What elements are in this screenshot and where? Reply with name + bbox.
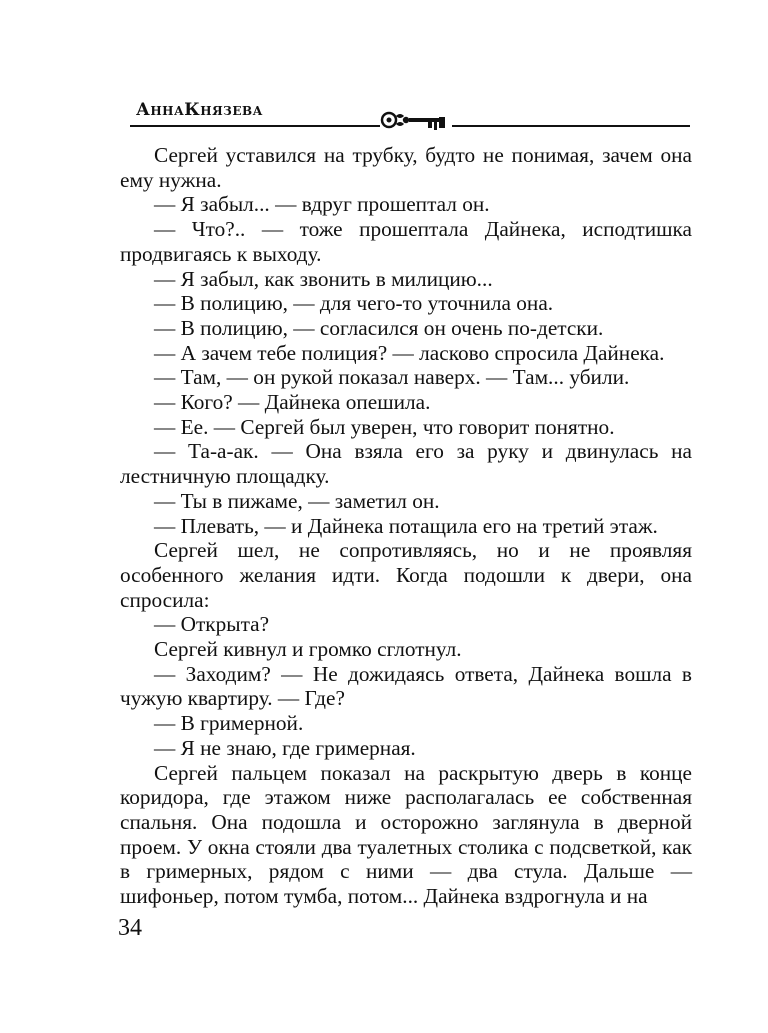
running-header [130,96,690,136]
paragraph: — В гримерной. [154,711,304,736]
paragraph: — В полицию, — для чего-то уточнила она. [154,291,554,316]
page-number: 34 [118,915,142,941]
paragraph: Сергей пальцем показал на раскрытую дверь в конце коридора, где этажом ниже располагалась ее собственная спальня. Она подошла и осторожно заглянула в дверной проем. У окна стояли два туалетных столика с подсветкой, как в гримерных, рядом с ними — два стула. Дальше — шифоньер, потом тумба, потом... Дайнека вздрогнула и на [120,760,692,909]
paragraph: — А зачем тебе полиция? — ласково спросила Дайнека. [154,340,665,365]
paragraph: — Кого? — Дайнека опешила. [154,390,431,415]
paragraph: — В полицию, — согласился он очень по-детски. [154,315,604,340]
paragraph: — Ты в пижаме, — заметил он. [154,488,440,513]
paragraph: — Открыта? [154,612,270,637]
author-name: АннаКнязева [136,100,263,120]
paragraph: — Я забыл... — вдруг прошептал он. [154,192,490,217]
paragraph: — Я не знаю, где гримерная. [154,735,416,760]
paragraph: Сергей шел, не сопротивляясь, но и не проявляя особенного желания идти. Когда подошли к двери, она спросила: [120,538,692,612]
paragraph: — Ее. — Сергей был уверен, что говорит понятно. [154,414,615,439]
body-text [120,143,692,909]
paragraph: Сергей кивнул и громко сглотнул. [154,637,462,662]
paragraph: — Плевать, — и Дайнека потащила его на третий этаж. [154,513,658,538]
paragraph: Сергей уставился на трубку, будто не понимая, зачем она ему нужна. [120,143,692,192]
paragraph: — Там, — он рукой показал наверх. — Там... убили. [154,365,630,390]
paragraph: — Я забыл, как звонить в милицию... [154,266,493,291]
paragraph: — Что?.. — тоже прошептала Дайнека, исподтишка продвигаясь к выходу. [120,217,692,266]
key-icon [380,106,452,134]
paragraph: — Та-а-ак. — Она взяла его за руку и двинулась на лестничную площадку. [120,439,692,489]
paragraph: — Заходим? — Не дожидаясь ответа, Дайнека вошла в чужую квартиру. — Где? [120,661,692,711]
